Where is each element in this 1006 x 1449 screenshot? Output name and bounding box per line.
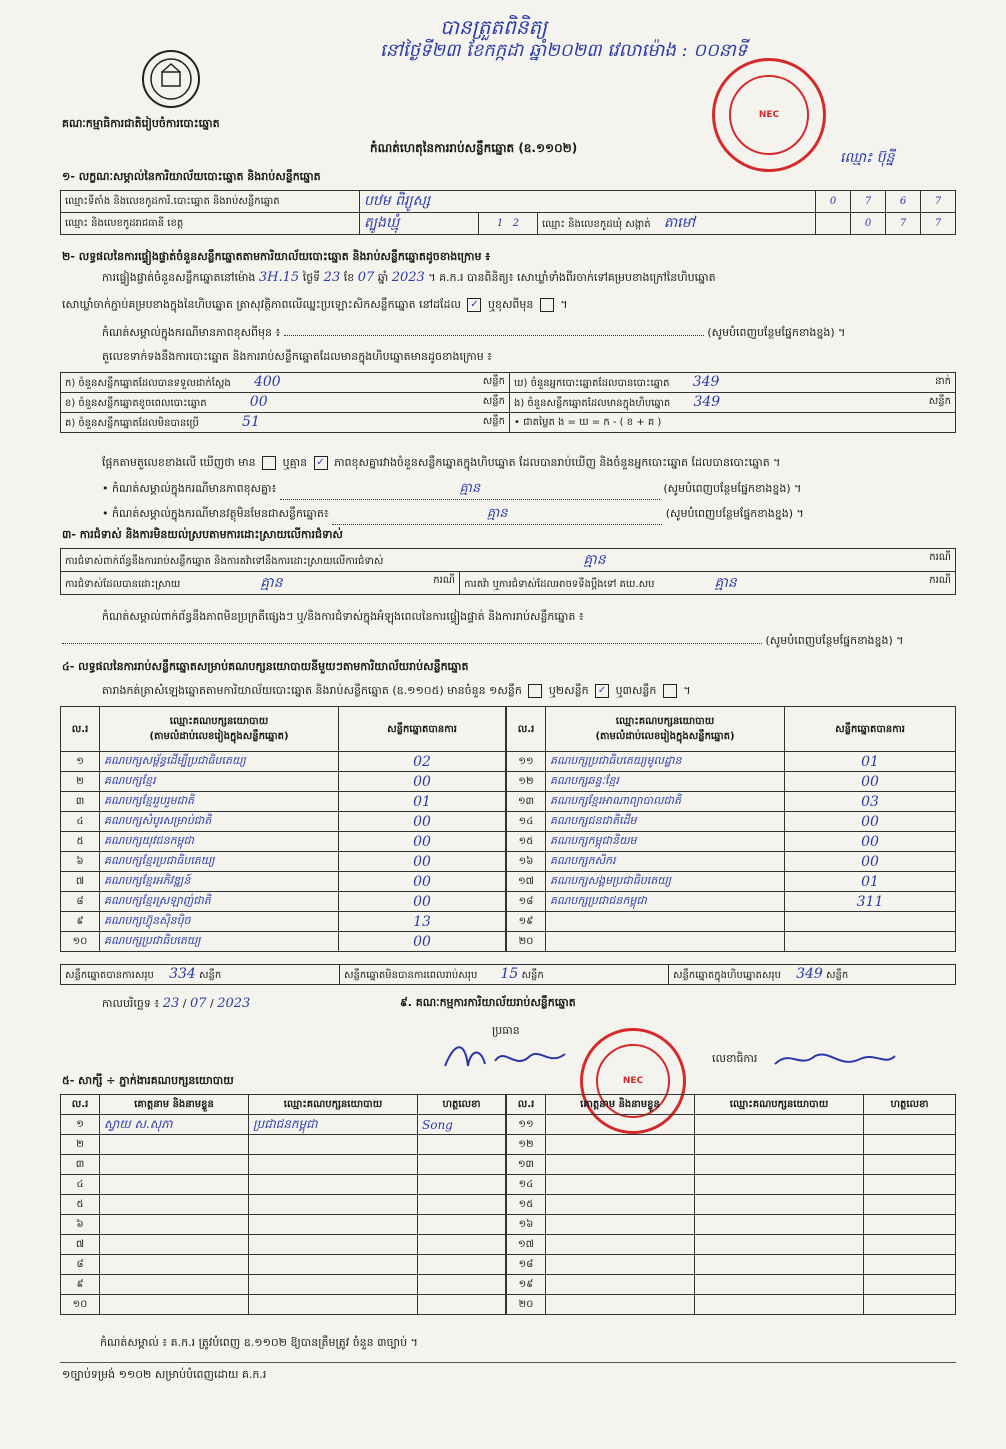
witness-party[interactable]	[695, 1175, 864, 1195]
result-row	[61, 892, 506, 912]
witness-name[interactable]	[546, 1275, 695, 1295]
row-no: ៩	[61, 912, 100, 932]
total-valid: សន្លឹកឆ្នោតបានការសរុប 334 សន្លឹក	[61, 965, 340, 985]
s2-note1: កំណត់សម្គាល់ក្នុងករណីមានភាពខុសពីមុន ៖ (សូមបំពេញបន្ថែមផ្នែកខាងខ្នង) ។	[102, 326, 846, 339]
party-name[interactable]: គណបក្សខ្មែរអភិវឌ្ឍន៍	[100, 872, 339, 892]
witness-name[interactable]	[546, 1215, 695, 1235]
row-no: ១៥	[507, 832, 546, 852]
s4-intro: តារាងកត់ត្រាសំឡេងឆ្នោតតាមការិយាល័យបោះឆ្នោត និងរាប់សន្លឹកឆ្នោត (ឧ.១១០៥) មានចំនួន ១សន្លឹក ឬ២សន្លឹក ✓ ឬ៣សន្លឹក ។	[102, 684, 691, 697]
col-votes: សន្លឹកឆ្នោតបានការ	[339, 707, 506, 752]
result-row	[507, 932, 956, 952]
witness-party[interactable]	[249, 1215, 418, 1235]
party-name[interactable]: គណបក្សខ្មែរ	[100, 772, 339, 792]
result-row	[61, 932, 506, 952]
s1-province-code[interactable]: 1 2	[479, 213, 538, 235]
result-row	[507, 892, 956, 912]
row-no: ១៨	[507, 1255, 546, 1275]
col-no: ល.រ	[507, 707, 546, 752]
row-no: ១៩	[507, 1275, 546, 1295]
witness-row	[507, 1295, 956, 1315]
col-votes: សន្លឹកឆ្នោតបានការ	[785, 707, 956, 752]
row-no: ១៧	[507, 872, 546, 892]
col-sign: ហត្ថលេខា	[418, 1095, 506, 1115]
witness-sign[interactable]	[864, 1295, 956, 1315]
row-no: ៥	[61, 832, 100, 852]
s2-day: 23	[323, 270, 341, 285]
row-no: ១១	[507, 752, 546, 772]
witness-sign[interactable]	[864, 1135, 956, 1155]
party-name[interactable]: គណបក្សកសិករ	[546, 852, 785, 872]
row-no: ១៦	[507, 852, 546, 872]
result-row	[507, 772, 956, 792]
witness-row	[61, 1255, 506, 1275]
s3-table	[60, 548, 956, 595]
row-no: ១៥	[507, 1195, 546, 1215]
party-name[interactable]: គណបក្សឆន្ទៈខ្មែរ	[546, 772, 785, 792]
date-day[interactable]: 23	[162, 996, 180, 1011]
col-no: ល.រ	[507, 1095, 546, 1115]
row-no: ៦	[61, 852, 100, 872]
row-no: ៨	[61, 1255, 100, 1275]
party-votes[interactable]: 00	[339, 832, 506, 852]
total-box: សន្លឹកឆ្នោតក្នុងហិបឆ្នោតសរុប 349 សន្លឹក	[669, 965, 956, 985]
row-no: ២០	[507, 1295, 546, 1315]
party-votes[interactable]: 00	[339, 872, 506, 892]
party-votes[interactable]: 01	[785, 752, 956, 772]
witness-row	[507, 1175, 956, 1195]
s3-row1-value[interactable]: គ្មាន	[583, 551, 606, 568]
footnote: កំណត់សម្គាល់ ៖ គ.ក.រ ត្រូវបំពេញ ឧ.១១០២ ឱ្យបានត្រឹមត្រូវ ចំនួន ៣ច្បាប់ ។	[100, 1336, 418, 1349]
witness-sign[interactable]	[864, 1235, 956, 1255]
col-party: ឈ្មោះគណបក្សនយោបាយ (តាមលំដាប់លេខរៀងក្នុងសន្លឹកឆ្នោត)	[100, 707, 339, 752]
section4-heading: ៤- លទ្ធផលនៃការរាប់សន្លឹកឆ្នោតសម្រាប់គណបក្សនយោបាយនីមួយៗតាមការិយាល័យរាប់សន្លឹកឆ្នោត	[62, 660, 469, 673]
witness-party[interactable]	[249, 1255, 418, 1275]
s1-row1-value[interactable]: បឋម ពិរ្យូស្ស	[360, 191, 816, 213]
witness-sign[interactable]	[418, 1215, 506, 1235]
witness-name[interactable]	[100, 1195, 249, 1215]
party-votes[interactable]: 00	[785, 832, 956, 852]
row-no: ១៦	[507, 1215, 546, 1235]
s1-commune-code-digit[interactable]: 0	[851, 213, 886, 235]
party-votes[interactable]: 311	[785, 892, 956, 912]
committee-label: ៩. គណៈកម្មការការិយាល័យរាប់សន្លឹកឆ្នោត	[400, 996, 576, 1009]
total-invalid-value[interactable]: 15	[500, 966, 519, 982]
s1-code-digit[interactable]: 7	[851, 191, 886, 213]
bottom-note: ១ច្បាប់ទម្រង់ ១១០២ សម្រាប់បំពេញដោយ គ.ក.រ	[62, 1368, 267, 1381]
witness-name[interactable]	[100, 1235, 249, 1255]
row-no: ១	[61, 752, 100, 772]
witness-sign[interactable]	[418, 1235, 506, 1255]
witness-party[interactable]	[249, 1235, 418, 1255]
s3-row2b-value[interactable]: គ្មាន	[714, 574, 737, 591]
party-votes[interactable]: 00	[339, 772, 506, 792]
witness-name[interactable]	[546, 1115, 695, 1135]
witness-name[interactable]	[100, 1175, 249, 1195]
witness-name[interactable]	[100, 1275, 249, 1295]
witness-party[interactable]	[695, 1235, 864, 1255]
witness-party[interactable]: ប្រជាជនកម្ពុជា	[249, 1115, 418, 1135]
result-row	[61, 912, 506, 932]
diff-yes-checkbox[interactable]	[262, 456, 276, 470]
party-votes[interactable]: 00	[339, 852, 506, 872]
s2-para3: តួលេខទាក់ទងនឹងការបោះឆ្នោត និងការរាប់សន្លឹកឆ្នោតដែលមានក្នុងហិបឆ្នោតមានដូចខាងក្រោម ៖	[102, 350, 493, 363]
witness-sign[interactable]	[864, 1155, 956, 1175]
row-no: ១៣	[507, 792, 546, 812]
result-row	[507, 912, 956, 932]
col-no: ល.រ	[61, 707, 100, 752]
s3-row2-value[interactable]: គ្មាន	[260, 574, 283, 591]
party-name[interactable]: គណបក្សកម្ពុជានិយម	[546, 832, 785, 852]
witness-party[interactable]	[249, 1135, 418, 1155]
row-no: ១២	[507, 772, 546, 792]
witness-sign[interactable]	[864, 1215, 956, 1235]
witness-sign[interactable]	[418, 1155, 506, 1175]
witness-row	[507, 1255, 956, 1275]
row-no: ១០	[61, 932, 100, 952]
witness-sign[interactable]	[864, 1115, 956, 1135]
witness-row	[507, 1195, 956, 1215]
witness-party[interactable]	[695, 1275, 864, 1295]
party-votes[interactable]: 13	[339, 912, 506, 932]
party-name[interactable]: គណបក្សសំបូរសម្រាប់ជាតិ	[100, 812, 339, 832]
result-row	[507, 752, 956, 772]
witness-name[interactable]	[546, 1295, 695, 1315]
row-no: ៦	[61, 1215, 100, 1235]
witness-party[interactable]	[695, 1155, 864, 1175]
witness-party[interactable]	[695, 1255, 864, 1275]
col-sign: ហត្ថលេខា	[864, 1095, 956, 1115]
result-row	[507, 812, 956, 832]
s2-year: 2023	[391, 270, 425, 285]
party-votes[interactable]: 00	[339, 892, 506, 912]
witness-name[interactable]	[546, 1135, 695, 1155]
party-name[interactable]: គណបក្សខ្មែរប្រជាធិបតេយ្យ	[100, 852, 339, 872]
row-no: ១៤	[507, 1175, 546, 1195]
party-votes[interactable]: 02	[339, 752, 506, 772]
witness-row	[507, 1215, 956, 1235]
s1-code-digit[interactable]: 7	[921, 191, 956, 213]
diff-no-checkbox[interactable]: ✓	[314, 456, 328, 470]
witness-name[interactable]	[100, 1135, 249, 1155]
col-party: ឈ្មោះគណបក្សនយោបាយ (តាមលំដាប់លេខរៀងក្នុងសន្លឹកឆ្នោត)	[546, 707, 785, 752]
witness-name[interactable]	[546, 1175, 695, 1195]
party-votes[interactable]: 00	[339, 932, 506, 952]
row-no: ៤	[61, 812, 100, 832]
s1-province-value[interactable]: ត្បូងឃ្មុំ	[360, 213, 479, 235]
s2-note2: • កំណត់សម្គាល់ក្នុងករណីមានភាពខុសគ្នា៖ គ្មាន (សូមបំពេញបន្ថែមផ្នែកខាងខ្នង) ។	[102, 480, 952, 500]
row-no: ១០	[61, 1295, 100, 1315]
party-name[interactable]	[546, 912, 785, 932]
row-no: ១	[61, 1115, 100, 1135]
s1-commune[interactable]: ឈ្មោះ និងលេខកូដឃុំ សង្កាត់ តាមៅ	[538, 213, 816, 235]
s2-note3-value[interactable]: គ្មាន	[332, 505, 662, 525]
witness-sign[interactable]	[418, 1175, 506, 1195]
witness-party[interactable]	[249, 1195, 418, 1215]
witness-party[interactable]	[695, 1215, 864, 1235]
witness-name[interactable]	[546, 1235, 695, 1255]
s2-para2: សោឃ្លាំចាក់ភ្ជាប់គម្របខាងក្នុងនៃហិបឆ្នោត ត្រាសុវត្ថិភាពលើឈ្នះប្រឡោះសិកសន្លឹកឆ្នោត នៅដដែល ✓ ឬខុសពីមុន ។	[62, 298, 568, 311]
party-votes[interactable]: 00	[785, 772, 956, 792]
party-votes[interactable]: 00	[785, 812, 956, 832]
row-no: ១៤	[507, 812, 546, 832]
witness-party[interactable]	[249, 1275, 418, 1295]
party-votes[interactable]: 01	[339, 792, 506, 812]
figure-c: គ) ចំនួនសន្លឹកឆ្នោតដែលមិនបានប្រើ 51 សន្លឹក	[61, 413, 510, 433]
row-no: ១៨	[507, 892, 546, 912]
party-votes[interactable]: 00	[339, 812, 506, 832]
witness-sign[interactable]	[418, 1135, 506, 1155]
date-year[interactable]: 2023	[217, 996, 251, 1011]
witness-party[interactable]	[249, 1295, 418, 1315]
witness-row	[61, 1235, 506, 1255]
result-row	[507, 832, 956, 852]
figure-b-value[interactable]: 00	[249, 394, 268, 410]
witness-name[interactable]	[100, 1215, 249, 1235]
row-no: ៤	[61, 1175, 100, 1195]
party-name[interactable]: គណបក្សប្រជាធិបតេយ្យ	[100, 932, 339, 952]
s1-row1-label: ឈ្មោះទីតាំង និងលេខកូដការិ.បោះឆ្នោត និងរាប់សន្លឹកឆ្នោត	[61, 191, 360, 213]
result-row	[507, 852, 956, 872]
s5-witness-right	[506, 1094, 956, 1315]
s4-date: កាលបរិច្ឆេទ ៖ 23 / 07 / 2023	[102, 996, 251, 1011]
figure-e-value[interactable]: 349	[693, 394, 721, 410]
witness-name[interactable]	[546, 1155, 695, 1175]
party-name[interactable]: គណបក្សហ៊្វុនស៊ិនប៉ិច	[100, 912, 339, 932]
section1-table	[60, 190, 956, 235]
result-row	[61, 812, 506, 832]
total-invalid: សន្លឹកឆ្នោតមិនបានការពេលរាប់សរុប 15 សន្លឹក	[340, 965, 669, 985]
s2-para1: ការផ្ទៀងផ្ទាត់ចំនួនសន្លឹកឆ្នោតនៅម៉ោង 3H.15 ថ្ងៃទី 23 ខែ 07 ឆ្នាំ 2023 ។ គ.ក.រ បានពិនិត្យ៖ សោឃ្លាំទាំងពីរចាក់ទៅគម្របខាងក្រៅនៃហិបឆ្នោត	[102, 270, 716, 285]
s2-compare: ផ្អែកតាមតួលេខខាងលើ ឃើញថា មាន ឬគ្មាន ✓ ភាពខុសគ្នារវាងចំនួនសន្លឹកឆ្នោតក្នុងហិបឆ្នោត ដែលបានរាប់ឃើញ និងចំនួនអ្នកបោះឆ្នោត ដែលបានបោះឆ្នោត ។	[102, 456, 781, 469]
col-party: ឈ្មោះគណបក្សនយោបាយ	[695, 1095, 864, 1115]
result-row	[61, 852, 506, 872]
witness-party[interactable]	[695, 1295, 864, 1315]
party-votes[interactable]: 00	[785, 852, 956, 872]
result-row	[61, 832, 506, 852]
row-no: ៥	[61, 1195, 100, 1215]
section1-heading: ១- លក្ខណៈសម្គាល់នៃការិយាល័យបោះឆ្នោត និងរាប់សន្លឹកឆ្នោត	[62, 170, 321, 183]
official-stamp-top: NEC	[712, 58, 826, 172]
witness-sign[interactable]: Song	[418, 1115, 506, 1135]
witness-sign[interactable]	[864, 1255, 956, 1275]
row-no: ១៩	[507, 912, 546, 932]
s1-row2-label: ឈ្មោះ និងលេខកូដរាជធានី ខេត្ត	[61, 213, 360, 235]
party-name[interactable]: គណបក្សសម្ព័ន្ធដើម្បីប្រជាធិបតេយ្យ	[100, 752, 339, 772]
witness-name[interactable]	[100, 1255, 249, 1275]
s3-note: កំណត់សម្គាល់ពាក់ព័ន្ធនឹងភាពមិនប្រក្រតីផ្សេងៗ ឬ/និងការជំទាស់ក្នុងអំឡុងពេលនៃការផ្ទៀងផ្ទាត់ និងការរាប់សន្លឹកឆ្នោត ៖	[102, 610, 584, 623]
row-no: ១២	[507, 1135, 546, 1155]
org-name: គណៈកម្មាធិការជាតិរៀបចំការបោះឆ្នោត	[62, 117, 220, 130]
figure-a-value[interactable]: 400	[253, 374, 281, 390]
row-no: ៣	[61, 792, 100, 812]
witness-row	[61, 1155, 506, 1175]
col-no: ល.រ	[61, 1095, 100, 1115]
party-name[interactable]: គណបក្សប្រជាធិបតេយ្យមូលដ្ឋាន	[546, 752, 785, 772]
date-month[interactable]: 07	[189, 996, 207, 1011]
witness-row	[61, 1175, 506, 1195]
witness-sign[interactable]	[418, 1195, 506, 1215]
handwritten-top-1: បានត្រួតពិនិត្យ	[440, 15, 548, 39]
row-no: ១១	[507, 1115, 546, 1135]
secretary-signature-icon	[770, 1044, 900, 1074]
sheets-3-checkbox[interactable]	[663, 684, 677, 698]
row-no: ៣	[61, 1155, 100, 1175]
figure-d: ឃ) ចំនួនអ្នកបោះឆ្នោតដែលបានបោះឆ្នោត 349 នាក់	[510, 373, 956, 393]
witness-name[interactable]	[100, 1295, 249, 1315]
witness-name[interactable]	[546, 1255, 695, 1275]
party-votes[interactable]	[785, 912, 956, 932]
s3-row1: ការជំទាស់ពាក់ព័ន្ធនឹងការរាប់សន្លឹកឆ្នោត និងការតវ៉ាទៅនឹងការដោះស្រាយលើការជំទាស់ គ្មាន ករណី	[61, 549, 956, 572]
form-title: កំណត់ហេតុនៃការរាប់សន្លឹកឆ្នោត (ឧ.១១០២)	[370, 141, 578, 155]
witness-row	[507, 1135, 956, 1155]
witness-row	[507, 1155, 956, 1175]
s2-time: 3H.15	[258, 270, 300, 285]
witness-sign[interactable]	[418, 1275, 506, 1295]
row-no: ១៣	[507, 1155, 546, 1175]
result-row	[61, 772, 506, 792]
official-stamp-bottom: NEC	[580, 1028, 686, 1134]
s1-code-digit[interactable]: 6	[886, 191, 921, 213]
s2-figures-table	[60, 372, 956, 433]
result-row	[61, 792, 506, 812]
witness-sign[interactable]	[864, 1275, 956, 1295]
s4-results-right	[506, 706, 956, 952]
party-votes[interactable]: 01	[785, 872, 956, 892]
s4-totals	[60, 964, 956, 985]
witness-row	[61, 1275, 506, 1295]
witness-row	[507, 1115, 956, 1135]
witness-party[interactable]	[695, 1115, 864, 1135]
party-name[interactable]: គណបក្សខ្មែររួបរួមជាតិ	[100, 792, 339, 812]
nec-logo-icon	[140, 48, 202, 110]
total-box-value[interactable]: 349	[796, 966, 823, 982]
party-name[interactable]: គណបក្សសង្គមប្រជាធិបតេយ្យ	[546, 872, 785, 892]
s2-note2-value[interactable]: គ្មាន	[280, 480, 660, 500]
row-no: ៨	[61, 892, 100, 912]
witness-sign[interactable]	[418, 1255, 506, 1275]
witness-party[interactable]	[249, 1175, 418, 1195]
party-name[interactable]	[546, 932, 785, 952]
witness-name[interactable]: ស្វាយ ស.សុភា	[100, 1115, 249, 1135]
col-name: គោត្តនាម និងនាមខ្លួន	[546, 1095, 695, 1115]
party-name[interactable]: គណបក្សខ្មែរស្រឡាញ់ជាតិ	[100, 892, 339, 912]
s2-note3: • កំណត់សម្គាល់ក្នុងករណីមានវត្ថុមិនមែនជាសន្លឹកឆ្នោត៖ គ្មាន (សូមបំពេញបន្ថែមផ្នែកខាងខ្នង) ។	[102, 505, 952, 525]
handwritten-sign-top: ឈ្មោះ ប៊ុន្នី	[840, 150, 895, 166]
s1-code-digit[interactable]: 0	[816, 191, 851, 213]
witness-row	[507, 1235, 956, 1255]
result-row	[507, 792, 956, 812]
s3-row2b: ការតវ៉ា ឬការជំទាស់ដែលអាចទទឹងប្តឹងទៅ គឃ.សប គ្មាន ករណី	[460, 572, 956, 595]
section2-heading: ២- លទ្ធផលនៃការផ្ទៀងផ្ទាត់ចំនួនសន្លឹកឆ្នោតតាមការិយាល័យបោះឆ្នោត និងរាប់សន្លឹកឆ្នោតដូចខាងក្រោម ៖	[62, 250, 491, 263]
s4-results-left	[60, 706, 506, 952]
witness-row	[61, 1195, 506, 1215]
party-name[interactable]: គណបក្សជនជាតិដើម	[546, 812, 785, 832]
sheets-1-checkbox[interactable]	[528, 684, 542, 698]
witness-name[interactable]	[100, 1155, 249, 1175]
row-no: ៩	[61, 1275, 100, 1295]
s1-commune-code-digit[interactable]: 7	[921, 213, 956, 235]
row-no: ២	[61, 772, 100, 792]
result-row	[61, 752, 506, 772]
row-no: ១៧	[507, 1235, 546, 1255]
chair-signature-icon	[440, 1036, 570, 1076]
witness-party[interactable]	[695, 1135, 864, 1155]
party-name[interactable]: គណបក្សយុវជនកម្ពុជា	[100, 832, 339, 852]
formula: • ជាតម្លៃត ង = ឃ = ក - ( ខ + គ )	[510, 413, 956, 433]
row-no: ២	[61, 1135, 100, 1155]
figure-d-value[interactable]: 349	[692, 374, 720, 390]
handwritten-top-2: នៅថ្ងៃទី២៣ ខែកក្កដា ឆ្នាំ២០២៣ វេលាម៉ោង : ០០នាទី	[380, 40, 748, 61]
party-name[interactable]: គណបក្សខ្មែរអាណាព្យាបាលជាតិ	[546, 792, 785, 812]
party-votes[interactable]: 03	[785, 792, 956, 812]
s5-witness-left	[60, 1094, 506, 1315]
witness-party[interactable]	[695, 1195, 864, 1215]
witness-sign[interactable]	[864, 1195, 956, 1215]
row-no: ៧	[61, 1235, 100, 1255]
witness-row	[61, 1215, 506, 1235]
witness-sign[interactable]	[864, 1175, 956, 1195]
section5-heading: ៥- សាក្សី ÷ ភ្នាក់ងារគណបក្សនយោបាយ	[62, 1074, 234, 1087]
unchanged-checkbox[interactable]: ✓	[467, 298, 481, 312]
changed-checkbox[interactable]	[540, 298, 554, 312]
witness-row	[61, 1115, 506, 1135]
figure-b: ខ) ចំនួនសន្លឹកឆ្នោតខូចពេលបោះឆ្នោត 00 សន្លឹក	[61, 393, 510, 413]
result-row	[61, 872, 506, 892]
party-name[interactable]: គណបក្សប្រជាជនកម្ពុជា	[546, 892, 785, 912]
figure-e: ង) ចំនួនសន្លឹកឆ្នោតដែលមានក្នុងហិបឆ្នោត 349 សន្លឹក	[510, 393, 956, 413]
row-no: ២០	[507, 932, 546, 952]
section3-heading: ៣- ការជំទាស់ និងការមិនយល់ស្របតាមការដោះស្រាយលើការជំទាស់	[62, 528, 343, 541]
figure-c-value[interactable]: 51	[242, 414, 260, 430]
result-row	[507, 872, 956, 892]
party-votes[interactable]	[785, 932, 956, 952]
s1-commune-code-digit[interactable]: 7	[886, 213, 921, 235]
col-name: គោត្តនាម និងនាមខ្លួន	[100, 1095, 249, 1115]
figure-a: ក) ចំនួនសន្លឹកឆ្នោតដែលបានទទួលដាក់ស្តែង 400 សន្លឹក	[61, 373, 510, 393]
s2-month: 07	[357, 270, 375, 285]
sheets-2-checkbox[interactable]: ✓	[595, 684, 609, 698]
witness-sign[interactable]	[418, 1295, 506, 1315]
row-no: ៧	[61, 872, 100, 892]
witness-row	[507, 1275, 956, 1295]
col-party: ឈ្មោះគណបក្សនយោបាយ	[249, 1095, 418, 1115]
witness-party[interactable]	[249, 1155, 418, 1175]
witness-name[interactable]	[546, 1195, 695, 1215]
witness-row	[61, 1135, 506, 1155]
s3-row2: ការជំទាស់ដែលបានដោះស្រាយ គ្មាន ករណី	[61, 572, 460, 595]
witness-row	[61, 1295, 506, 1315]
total-valid-value[interactable]: 334	[169, 966, 196, 982]
chair-label: ប្រធាន	[492, 1024, 520, 1037]
s3-note-line: (សូមបំពេញបន្ថែមផ្នែកខាងខ្នង) ។	[62, 634, 952, 650]
secretary-label: លេខាធិការ	[712, 1052, 758, 1065]
